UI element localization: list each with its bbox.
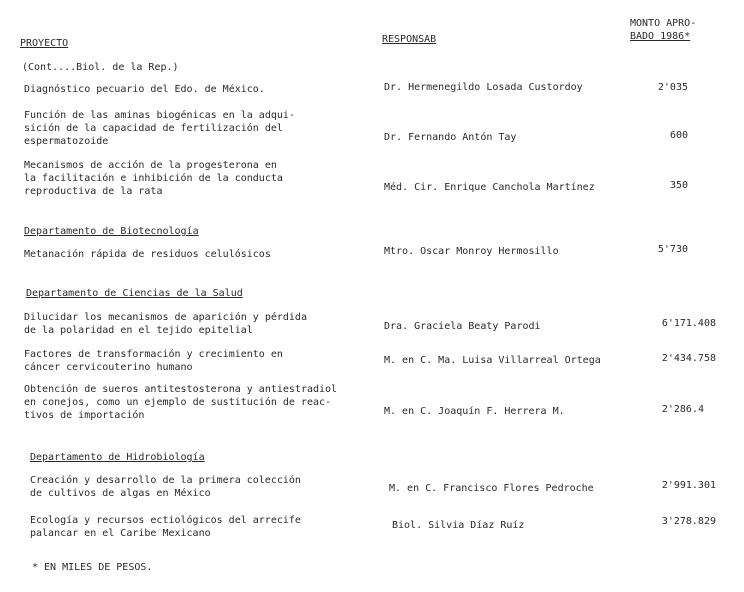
project-name: Función de las aminas biogénicas en la adqui- sición de la capacidad de fertilización del espermatozoide xyxy=(24,110,295,147)
responsible-column-header: RESPONSAB xyxy=(382,34,437,45)
amount-value: 2'434.758 xyxy=(661,353,716,364)
amount-header-line1: MONTO APRO- xyxy=(630,18,697,29)
project-name: Factores de transformación y crecimiento en cáncer cervicouterino humano xyxy=(24,349,283,373)
responsible-name: Mtro. Oscar Monroy Hermosillo xyxy=(384,246,559,257)
responsible-name: Dra. Graciela Beaty Parodi xyxy=(384,321,541,332)
amount-value: 3'278.829 xyxy=(661,516,716,527)
footnote: * EN MILES DE PESOS. xyxy=(32,562,153,573)
responsible-name: M. en C. Ma. Luisa Villarreal Ortega xyxy=(384,355,601,366)
project-name: Dilucidar los mecanismos de aparición y pérdida de la polaridad en el tejido epitelial xyxy=(24,312,307,336)
continuation-label: (Cont....Biol. de la Rep.) xyxy=(22,62,179,73)
responsible-name: Dr. Hermenegildo Losada Custordoy xyxy=(384,82,583,93)
department-heading-biotecnologia: Departamento de Biotecnología xyxy=(24,226,199,237)
responsible-name: Biol. Silvia Díaz Ruíz xyxy=(392,520,525,531)
project-name: Creación y desarrollo de la primera colección de cultivos de algas en México xyxy=(30,475,301,499)
project-name: Obtención de sueros antitestosterona y antiestradiol en conejos, como un ejemplo de sustitución de reac- tivos de importación xyxy=(24,384,338,421)
project-name: Ecología y recursos ectiológicos del arrecife palancar en el Caribe Mexicano xyxy=(30,515,301,539)
department-heading-ciencias-salud: Departamento de Ciencias de la Salud xyxy=(26,288,243,299)
project-name: Metanación rápida de residuos celulósicos xyxy=(24,249,271,260)
responsible-name: M. en C. Joaquín F. Herrera M. xyxy=(384,406,565,417)
project-name: Mecanismos de acción de la progesterona en la facilitación e inhibición de la conducta reproductiva de la rata xyxy=(24,160,283,197)
amount-header xyxy=(630,17,696,43)
amount-value: 2'286.4 xyxy=(661,404,704,415)
responsible-name: Méd. Cir. Enrique Canchola Martínez xyxy=(384,182,595,193)
responsible-name: Dr. Fernando Antón Tay xyxy=(384,132,517,143)
amount-value: 2'035 xyxy=(657,82,688,93)
amount-value: 2'991.301 xyxy=(661,480,716,491)
amount-value: 6'171.408 xyxy=(661,318,716,329)
amount-value: 350 xyxy=(669,180,688,191)
amount-value: 5'730 xyxy=(657,244,688,255)
responsible-name: M. en C. Francisco Flores Pedroche xyxy=(389,483,594,494)
amount-header-line2: BADO 1986* xyxy=(630,31,691,42)
department-heading-hidrobiologia: Departamento de Hidrobiología xyxy=(30,452,205,463)
amount-value: 600 xyxy=(669,130,688,141)
project-name: Diagnóstico pecuario del Edo. de México. xyxy=(24,84,265,95)
project-column-header: PROYECTO xyxy=(20,38,69,49)
